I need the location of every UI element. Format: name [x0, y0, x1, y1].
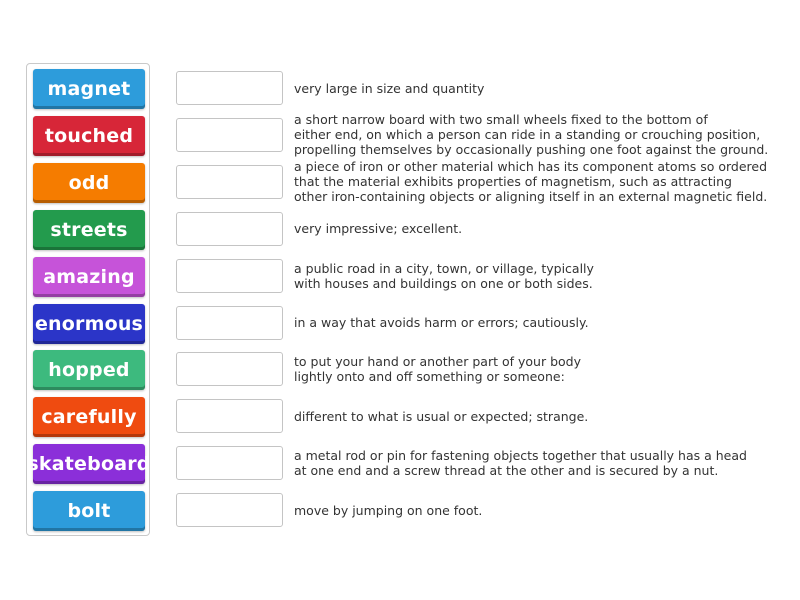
definition-5: a public road in a city, town, or village, typically with houses and buildings on one or both sides. [294, 260, 594, 291]
word-tile-bolt[interactable]: bolt [33, 491, 145, 531]
word-tile-odd[interactable]: odd [33, 163, 145, 203]
word-tile-panel [26, 63, 150, 536]
drop-slot-2[interactable] [176, 118, 283, 152]
word-tile-enormous[interactable]: enormous [33, 304, 145, 344]
drop-slot-3[interactable] [176, 165, 283, 199]
drop-slot-5[interactable] [176, 259, 283, 293]
word-tile-carefully[interactable]: carefully [33, 397, 145, 437]
word-tile-streets[interactable]: streets [33, 210, 145, 250]
drop-slot-9[interactable] [176, 446, 283, 480]
word-tile-magnet[interactable]: magnet [33, 69, 145, 109]
definition-3: a piece of iron or other material which has its component atoms so ordered that the material exhibits properties of magnetism, such as attracting other iron-containing objects or aligning itself in an external magnetic field. [294, 159, 768, 205]
definition-8: different to what is usual or expected; strange. [294, 408, 589, 424]
drop-slot-1[interactable] [176, 71, 283, 105]
definition-4: very impressive; excellent. [294, 221, 463, 237]
drop-slot-10[interactable] [176, 493, 283, 527]
drop-slot-7[interactable] [176, 352, 283, 386]
definition-7: to put your hand or another part of your body lightly onto and off something or someone: [294, 354, 581, 385]
definition-10: move by jumping on one foot. [294, 502, 483, 518]
word-tile-skateboard[interactable]: skateboard [33, 444, 145, 484]
definition-6: in a way that avoids harm or errors; cautiously. [294, 315, 589, 330]
definition-9: a metal rod or pin for fastening objects together that usually has a head at one end and a screw thread at the other and is secured by a nut. [294, 448, 747, 479]
drop-slot-6[interactable] [176, 306, 283, 340]
word-tile-hopped[interactable]: hopped [33, 350, 145, 390]
word-tile-amazing[interactable]: amazing [33, 257, 145, 297]
definition-1: very large in size and quantity [294, 80, 485, 96]
word-tile-touched[interactable]: touched [33, 116, 145, 156]
drop-slot-8[interactable] [176, 399, 283, 433]
drop-slot-4[interactable] [176, 212, 283, 246]
definition-2: a short narrow board with two small wheels fixed to the bottom of either end, on which a person can ride in a standing or crouching position, propelling themselves by occasionally pushing one foot against the ground. [294, 112, 769, 158]
